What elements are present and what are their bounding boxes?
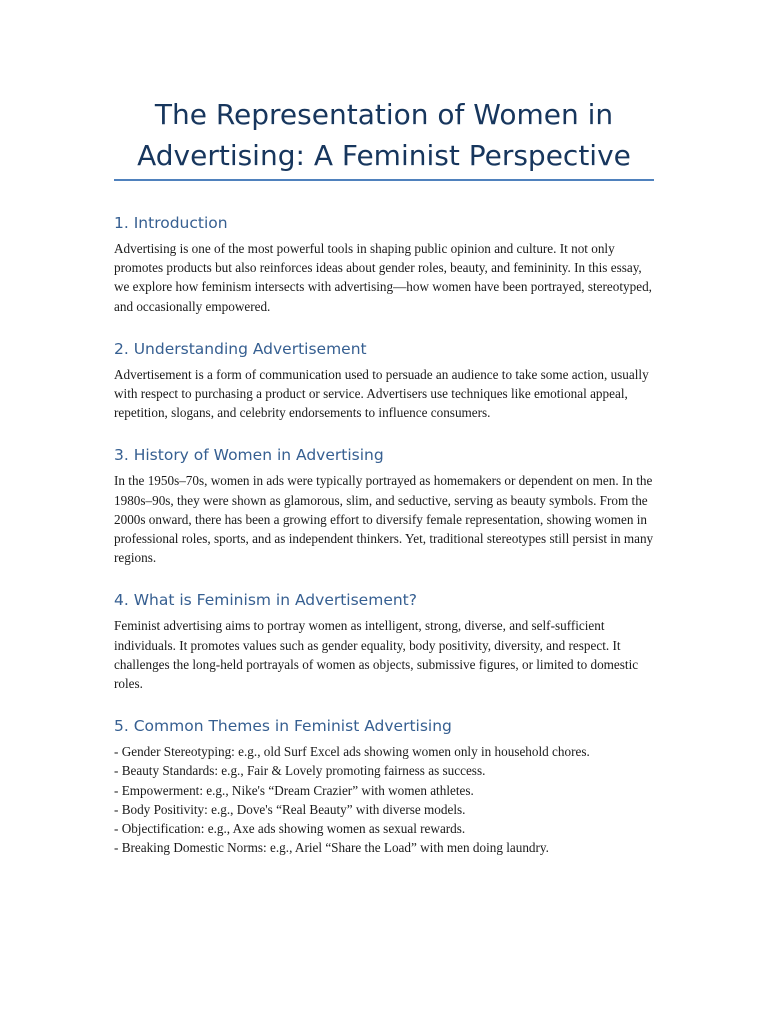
section-heading: 2. Understanding Advertisement (114, 339, 367, 358)
list-item: - Breaking Domestic Norms: e.g., Ariel “Share the Load” with men doing laundry. (114, 840, 549, 856)
section-heading: 1. Introduction (114, 214, 228, 232)
list-item: - Empowerment: e.g., Nike's “Dream Crazier” with women athletes. (114, 782, 474, 798)
section-introduction (114, 212, 659, 316)
title-line-1: The Representation of Women in (154, 98, 614, 131)
section-understanding-advertisement (114, 338, 659, 423)
list-item: - Objectification: e.g., Axe ads showing women as sexual rewards. (114, 821, 466, 837)
document-body (114, 212, 659, 879)
section-paragraph: In the 1950s–70s, women in ads were typically portrayed as homemakers or dependent on men. In the 1980s–90s, they were shown as glamorous, slim, and seductive, serving as beauty symbols. From the 2000s onward, there has been a growing effort to diversify female representation, showing women in professional roles, sports, and as independent thinkers. Yet, traditional stereotypes still persist in many regions. (114, 473, 654, 566)
section-paragraph: Feminist advertising aims to portray women as intelligent, strong, diverse, and self-sufficient individuals. It promotes values such as gender equality, body positivity, diversity, and respect. It challenges the long-held portrayals of women as objects, submissive figures, or limited to domestic roles. (114, 618, 639, 692)
document-title (114, 94, 654, 176)
section-common-themes (114, 715, 659, 857)
title-line-2: Advertising: A Feminist Perspective (137, 139, 631, 172)
section-feminism-in-advertisement (114, 589, 659, 693)
list-item: - Beauty Standards: e.g., Fair & Lovely promoting fairness as success. (114, 763, 486, 779)
section-heading: 5. Common Themes in Feminist Advertising (114, 717, 452, 736)
list-item: - Gender Stereotyping: e.g., old Surf Excel ads showing women only in household chores. (114, 744, 590, 760)
list-item: - Body Positivity: e.g., Dove's “Real Beauty” with diverse models. (114, 801, 466, 817)
section-paragraph: Advertising is one of the most powerful tools in shaping public opinion and culture. It not only promotes products but also reinforces ideas about gender roles, beauty, and femininity. In this essay, we explore how feminism intersects with advertising—how women have been portrayed, stereotyped, and occasionally empowered. (114, 241, 652, 314)
section-paragraph: Advertisement is a form of communication used to persuade an audience to take some action, usually with respect to purchasing a product or service. Advertisers use techniques like emotional appeal, repetition, slogans, and celebrity endorsements to influence consumers. (114, 366, 649, 421)
section-history (114, 444, 659, 567)
title-underline (114, 179, 654, 181)
section-heading: 4. What is Feminism in Advertisement? (114, 591, 417, 610)
section-heading: 3. History of Women in Advertising (114, 446, 384, 465)
themes-list (114, 742, 659, 857)
